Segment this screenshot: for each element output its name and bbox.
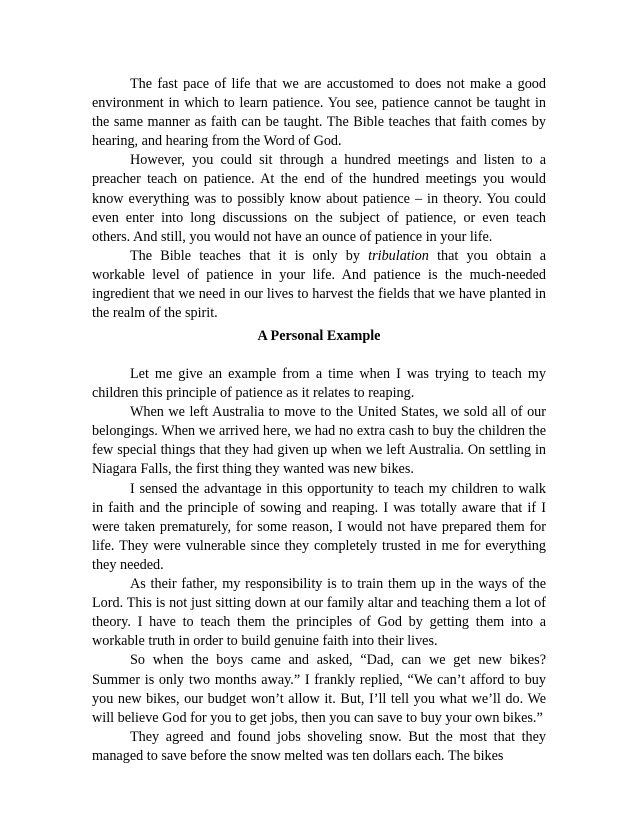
paragraph xyxy=(92,247,546,323)
paragraph-text: The Bible teaches that it is only by xyxy=(130,247,369,264)
body-text-section-1 xyxy=(92,75,546,323)
paragraph: They agreed and found jobs shoveling snow. But the most that they managed to save before the snow melted was ten dollars each. The bikes xyxy=(92,728,546,764)
emphasized-word: tribulation xyxy=(368,247,429,264)
paragraph: I sensed the advantage in this opportunity to teach my children to walk in faith and the principle of sowing and reaping. I was totally aware that if I were taken prematurely, for some reason, I would not have prepared them for life. They were vulnerable since they completely trusted in me for everything they needed. xyxy=(92,480,546,573)
body-text-section-2 xyxy=(92,365,546,766)
paragraph: However, you could sit through a hundred meetings and listen to a preacher teach on patience. At the end of the hundred meetings you would know everything was to possibly know about patience – in theory. You could even enter into long discussions on the subject of patience, or even teach others. And still, you would not have an ounce of patience in your life. xyxy=(92,152,546,245)
paragraph: Let me give an example from a time when I was trying to teach my children this principle of patience as it relates to reaping. xyxy=(92,366,546,402)
paragraph-text: that you obtain a workable level of patience in your life. And patience is the much-needed ingredient that we need in our lives to harvest the fields that we have planted in the realm of the spirit. xyxy=(92,247,546,322)
paragraph: The fast pace of life that we are accustomed to does not make a good environment in which to learn patience. You see, patience cannot be taught in the same manner as faith can be taught. The Bible teaches that faith comes by hearing, and hearing from the Word of God. xyxy=(92,76,546,150)
paragraph: So when the boys came and asked, “Dad, can we get new bikes? Summer is only two months away.” I frankly replied, “We can’t afford to buy you new bikes, our budget won’t allow it. But, I’ll tell you what we’ll do. We will believe God for you to get jobs, then you can save to buy your own bikes.” xyxy=(92,652,546,726)
paragraph: As their father, my responsibility is to train them up in the ways of the Lord. This is not just sitting down at our family altar and teaching them a lot of theory. I have to teach them the principles of God by getting them into a workable truth in order to build genuine faith into their lives. xyxy=(92,576,546,650)
paragraph: When we left Australia to move to the United States, we sold all of our belongings. When we arrived here, we had no extra cash to buy the children the few special things that they had given up when we left Australia. On settling in Niagara Falls, the first thing they wanted was new bikes. xyxy=(92,404,546,478)
section-heading: A Personal Example xyxy=(257,328,381,344)
